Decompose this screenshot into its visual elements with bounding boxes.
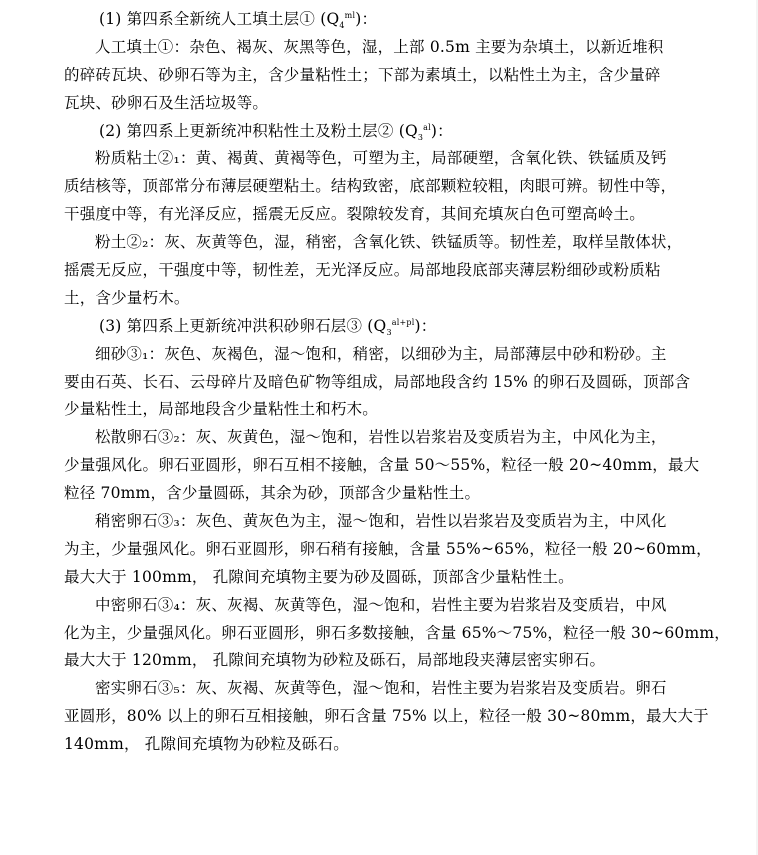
paragraph-line: 质结核等，顶部常分布薄层硬塑粘土。结构致密，底部颗粒较粗，肉眼可辨。韧性中等， xyxy=(64,177,677,196)
paragraph-line: 粉土②₂：灰、灰黄等色，湿，稍密，含氧化铁、铁锰质等。韧性差，取样呈散体状， xyxy=(95,233,683,252)
paragraph-line: 为主，少量强风化。卵石亚圆形，卵石稍有接触，含量 55%~65%，粒径一般 20~60mm， xyxy=(64,539,712,558)
paragraph-line: 中密卵石③₄：灰、灰褐、灰黄等色，湿～饱和，岩性主要为岩浆岩及变质岩，中风 xyxy=(95,595,667,614)
heading-end: )： xyxy=(355,10,378,28)
heading-superscript: al+pl xyxy=(391,317,415,327)
heading-subscript: 3 xyxy=(417,132,424,142)
paragraph-line: 土，含少量朽木。 xyxy=(64,288,190,307)
section-heading-2 xyxy=(64,118,758,146)
heading-text: (1) 第四系全新统人工填土层① (Q xyxy=(99,10,340,28)
paragraph-line: 瓦块、砂卵石及生活垃圾等。 xyxy=(64,93,269,112)
paragraph-line: 粒径 70mm，含少量圆砾，其余为砂，顶部含少量粘性土。 xyxy=(64,484,481,503)
paragraph-line: 要由石英、长石、云母碎片及暗色矿物等组成，局部地段含约 15% 的卵石及圆砾，顶部含 xyxy=(64,372,691,391)
paragraph-line: 少量强风化。卵石亚圆形，卵石互相不接触，含量 50～55%，粒径一般 20~40mm，最大 xyxy=(64,456,700,475)
paragraph-line: 松散卵石③₂：灰、灰黄色，湿～饱和，岩性以岩浆岩及变质岩为主，中风化为主， xyxy=(95,428,667,447)
heading-end: )： xyxy=(414,316,437,335)
paragraph-line: 密实卵石③₅：灰、灰褐、灰黄等色，湿～饱和，岩性主要为岩浆岩及变质岩。卵石 xyxy=(95,679,667,698)
heading-end: )： xyxy=(430,121,453,140)
heading-subscript: 3 xyxy=(386,327,392,337)
paragraph-line: 粉质粘土②₁：黄、褐黄、黄褐等色，可塑为主，局部硬塑，含氧化铁、铁锰质及钙 xyxy=(95,149,667,168)
heading-text: (2) 第四系上更新统冲积粘性土及粉土层② (Q xyxy=(99,121,418,140)
section-heading-1 xyxy=(64,6,758,34)
heading-superscript: al xyxy=(423,122,431,132)
paragraph-line: 最大大于 100mm， 孔隙间充填物主要为砂及圆砾，顶部含少量粘性土。 xyxy=(64,567,574,586)
paragraph-line: 少量粘性土，局部地段含少量粘性土和朽木。 xyxy=(64,400,379,419)
section-heading-3 xyxy=(64,313,758,341)
paragraph-line: 亚圆形，80% 以上的卵石互相接触，卵石含量 75% 以上，粒径一般 30~80mm，最大大于 xyxy=(64,707,709,726)
heading-superscript: ml xyxy=(344,10,356,20)
paragraph-line: 的碎砖瓦块、砂卵石等为主，含少量粘性土；下部为素填土，以粘性土为主，含少量碎 xyxy=(64,65,661,84)
paragraph-line: 最大大于 120mm， 孔隙间充填物为砂粒及砾石，局部地段夹薄层密实卵石。 xyxy=(64,651,606,670)
paragraph-line: 细砂③₁：灰色、灰褐色，湿～饱和，稍密，以细砂为主，局部薄层中砂和粉砂。主 xyxy=(95,344,667,363)
paragraph-line: 人工填土①：杂色、褐灰、灰黑等色，湿，上部 0.5m 主要为杂填土，以新近堆积 xyxy=(95,37,664,56)
paragraph-line: 摇震无反应，干强度中等，韧性差，无光泽反应。局部地段底部夹薄层粉细砂或粉质粘 xyxy=(64,261,661,280)
paragraph-line: 140mm， 孔隙间充填物为砂粒及砾石。 xyxy=(64,735,349,754)
paragraph-line: 干强度中等，有光泽反应，摇震无反应。裂隙较发育，其间充填灰白色可塑高岭土。 xyxy=(64,205,645,224)
heading-text: (3) 第四系上更新统冲洪积砂卵石层③ (Q xyxy=(99,316,387,335)
heading-subscript: 4 xyxy=(339,21,345,31)
paragraph-line: 稍密卵石③₃：灰色、黄灰色为主，湿～饱和，岩性以岩浆岩及变质岩为主，中风化 xyxy=(95,512,667,531)
paragraph-line: 化为主，少量强风化。卵石亚圆形，卵石多数接触，含量 65%～75%，粒径一般 30~60mm， xyxy=(64,623,730,642)
